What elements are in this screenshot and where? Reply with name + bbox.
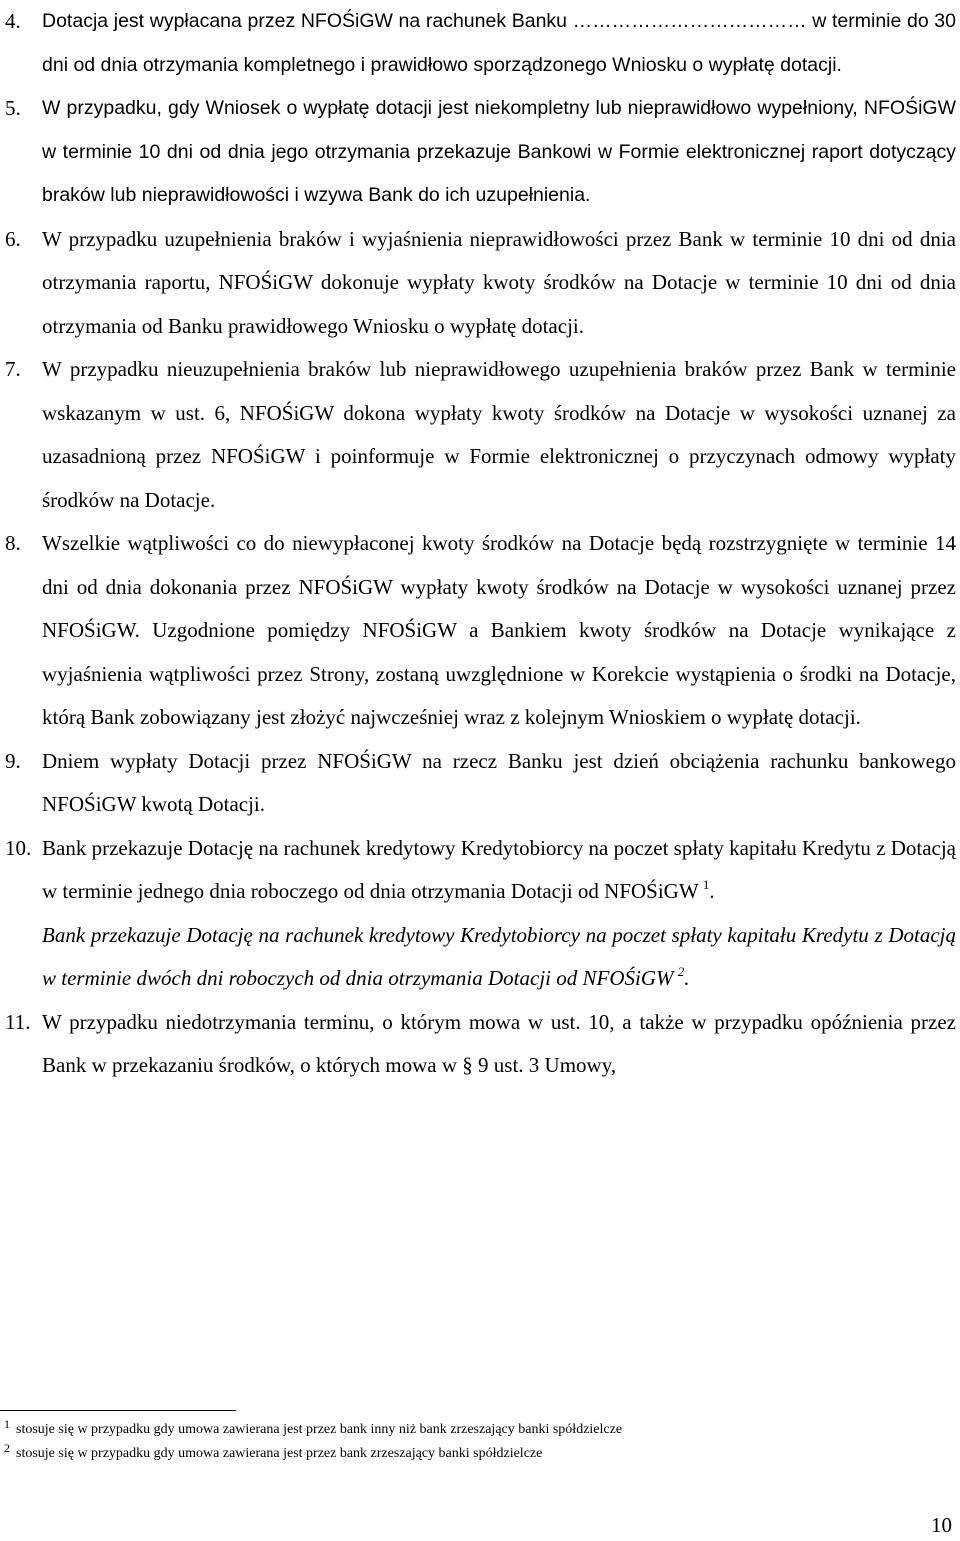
list-item-11 [0,1001,956,1088]
list-item-8 [0,522,956,740]
page-number: 10 [931,1513,952,1537]
item-text-body: Bank przekazuje Dotację na rachunek kredytowy Kredytobiorcy na poczet spłaty kapitału Kredytu z Dotacją w terminie jednego dnia roboczego od dnia otrzymania Dotacji od NFOŚiGW [42,835,956,903]
footnote-ref-1[interactable]: 1 [702,877,710,892]
list-item-5 [0,87,956,218]
item-text: W przypadku nieuzupełnienia braków lub nieprawidłowego uzupełnienia braków przez Bank w terminie wskazanym w ust. 6, NFOŚiGW dokona wypłaty kwoty środków na Dotacje w wysokości uznanej za uzasadnioną przez NFOŚiGW i poinformuje w Formie elektronicznej o przyczynach odmowy wypłaty środków na Dotacje. [42,357,956,512]
footnote-separator [0,1410,236,1411]
item-text-end: . [709,879,715,903]
footnote-2 [0,1442,960,1466]
item-number: 7. [5,357,21,381]
item-text: Dniem wypłaty Dotacji przez NFOŚiGW na rzecz Banku jest dzień obciążenia rachunku bankowego NFOŚiGW kwotą Dotacji. [42,748,956,816]
item-text-italic-end: . [684,966,690,990]
footnote-number: 1 [4,1417,10,1431]
item-text-italic-body: Bank przekazuje Dotację na rachunek kredytowy Kredytobiorcy na poczet spłaty kapitału Kredytu z Dotacją w terminie dwóch dni roboczych od dnia otrzymania Dotacji od NFOŚiGW [42,922,956,990]
item-number: 8. [5,531,21,555]
item-number: 6. [5,226,21,251]
footnote-text: stosuje się w przypadku gdy umowa zawierana jest przez bank zrzeszający banki spółdzielcze [16,1446,543,1461]
item-number: 9. [5,748,21,773]
list-item-4 [0,0,956,87]
item-text [42,827,956,914]
item-text: Wszelkie wątpliwości co do niewypłaconej kwoty środków na Dotacje będą rozstrzygnięte w terminie 14 dni od dnia dokonania przez NFOŚiGW wypłaty kwoty środków na Dotacje w wysokości uznanej przez NFOŚiGW. Uzgodnione pomiędzy NFOŚiGW a Bankiem kwoty środków na Dotacje wynikające z wyjaśnienia wątpliwości przez Strony, zostaną uwzględnione w Korekcie wystąpienia o środki na Dotacje, którą Bank zobowiązany jest złożyć najwcześniej wraz z kolejnym Wnioskiem o wypłatę dotacji. [42,531,956,729]
item-text: W przypadku uzupełnienia braków i wyjaśnienia nieprawidłowości przez Bank w terminie 10 dni od dnia otrzymania raportu, NFOŚiGW dokonuje wypłaty kwoty środków na Dotacje w terminie 10 dni od dnia otrzymania od Banku prawidłowego Wniosku o wypłatę dotacji. [42,226,956,338]
list-item-6 [0,218,956,349]
item-text: W przypadku, gdy Wniosek o wypłatę dotacji jest niekompletny lub nieprawidłowo wypełniony, NFOŚiGW w terminie 10 dni od dnia jego otrzymania przekazuje Bankowi w Formie elektronicznej raport dotyczący braków lub nieprawidłowości i wzywa Bank do ich uzupełnienia. [42,97,956,206]
footnote-ref-2[interactable]: 2 [677,964,685,979]
list-item-10 [0,827,956,1001]
item-number: 10. [5,835,32,860]
footnote-1 [0,1418,960,1442]
item-text: W przypadku niedotrzymania terminu, o którym mowa w ust. 10, a także w przypadku opóźnienia przez Bank w przekazaniu środków, o których mowa w § 9 ust. 3 Umowy, [42,1009,956,1077]
footnotes [0,1418,960,1466]
footnote-text: stosuje się w przypadku gdy umowa zawierana jest przez bank inny niż bank zrzeszający banki spółdzielcze [16,1422,623,1437]
list-item-9 [0,740,956,827]
list-item-7 [0,348,956,522]
footnote-number: 2 [4,1441,10,1455]
item-number: 4. [5,9,21,33]
item-text: Dotacja jest wypłacana przez NFOŚiGW na rachunek Banku ……………………………… w terminie do 30 dni od dnia otrzymania kompletnego i prawidłowo sporządzonego Wniosku o wypłatę dotacji. [42,10,956,76]
item-text-italic [42,914,956,1001]
item-number: 5. [5,96,21,120]
item-number: 11. [5,1009,31,1034]
